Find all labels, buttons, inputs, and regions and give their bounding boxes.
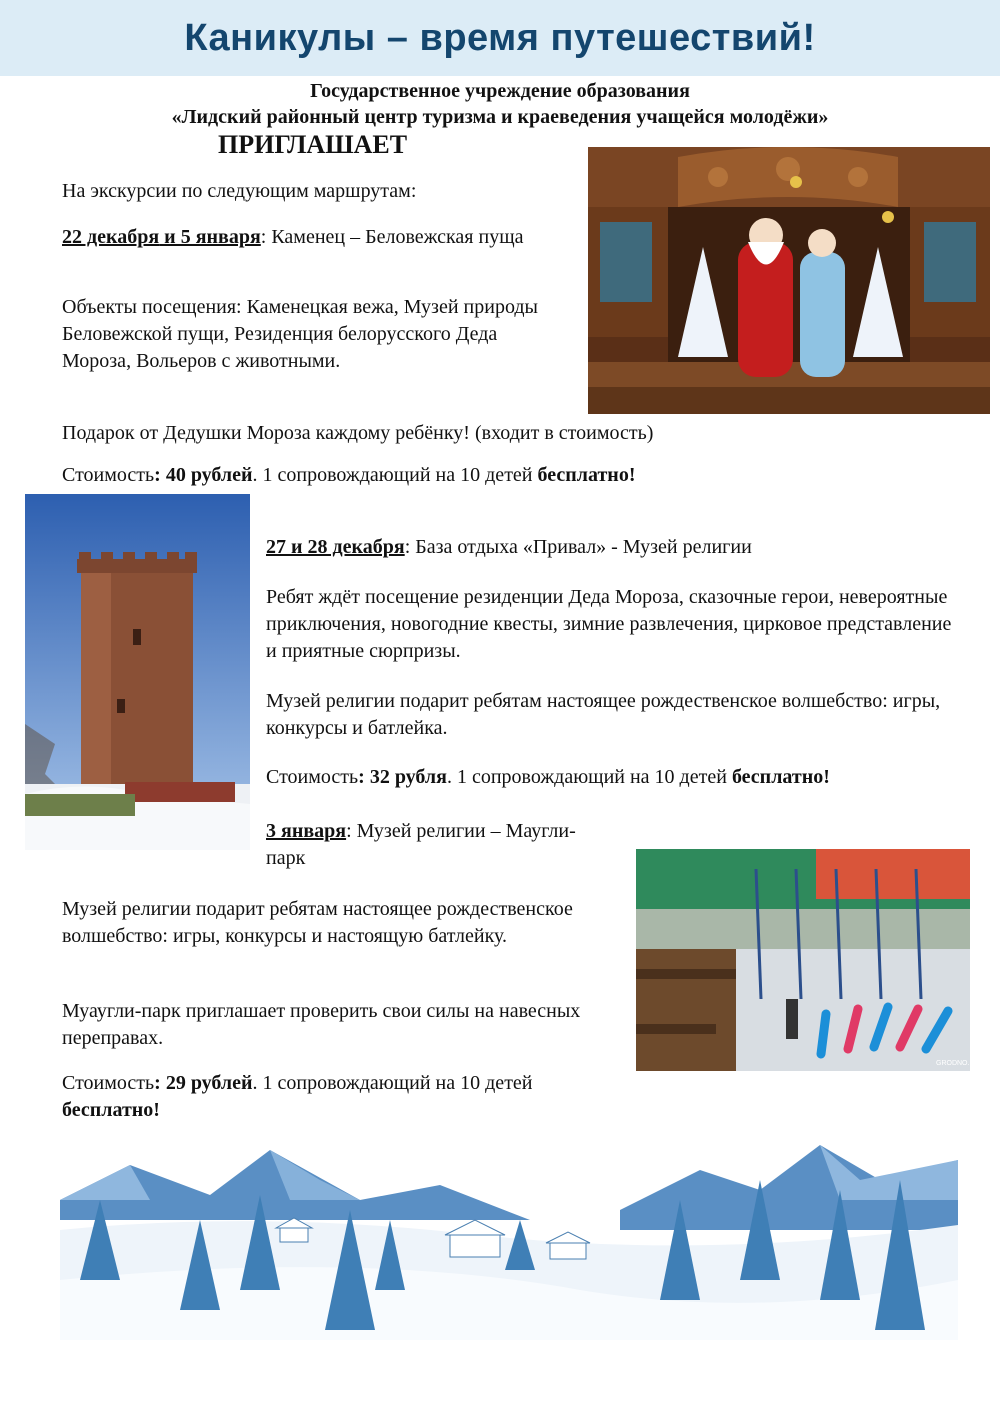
route3-cost bbox=[62, 1070, 632, 1124]
route1-destination: : Каменец – Беловежская пуща bbox=[260, 226, 524, 248]
route1-cost-value: : 40 рублей bbox=[154, 464, 253, 486]
organization-line-2: «Лидский районный центр туризма и краеведения учащейся молодёжи» bbox=[171, 106, 829, 128]
route3-desc2: Муаугли-парк приглашает проверить свои силы на навесных переправах. bbox=[62, 1000, 581, 1049]
intro-text: На экскурсии по следующим маршрутам: bbox=[62, 180, 417, 202]
title-banner bbox=[0, 0, 1000, 76]
route2-destination: : База отдыха «Привал» - Музей религии bbox=[404, 536, 752, 558]
route3-destination: : Музей религии – Маугли-парк bbox=[266, 820, 576, 869]
route3-date: 3 января bbox=[266, 820, 347, 842]
route3-cost-label: Стоимость bbox=[62, 1072, 155, 1094]
winter-landscape-illustration bbox=[60, 1140, 958, 1340]
route3-cost-free: бесплатно! bbox=[62, 1099, 160, 1121]
route2-cost bbox=[266, 764, 966, 791]
route3-desc1: Музей религии подарит ребятам настоящее рождественское волшебство: игры, конкурсы и настоящую батлейку. bbox=[62, 898, 573, 947]
photo-watermark: GRODNO.IN bbox=[936, 1060, 977, 1067]
route1-date-second: и 5 января bbox=[159, 226, 261, 248]
route2-cost-value: : 32 рубля bbox=[358, 766, 447, 788]
invites-heading: ПРИГЛАШАЕТ bbox=[218, 130, 408, 159]
route1-date: 22 декабря bbox=[62, 226, 160, 248]
route1-objects: Объекты посещения: Каменецкая вежа, Музей природы Беловежской пущи, Резиденция белорусского Деда Мороза, Вольеров с животными. bbox=[62, 296, 538, 372]
route1-gift: Подарок от Дедушки Мороза каждому ребёнку! (входит в стоимость) bbox=[62, 422, 654, 444]
route1-title bbox=[62, 224, 562, 251]
route2-date: 27 и 28 декабря bbox=[266, 536, 405, 558]
route1-cost-free: бесплатно! bbox=[537, 464, 636, 486]
route3-cost-value: : 29 рублей bbox=[154, 1072, 253, 1094]
page-title: Каникулы – время путешествий! bbox=[184, 16, 816, 59]
route2-cost-rest: . 1 сопровождающий на 10 детей bbox=[446, 766, 732, 788]
route2-cost-free: бесплатно! bbox=[731, 766, 830, 788]
route2-title bbox=[266, 534, 966, 561]
route2-desc1: Ребят ждёт посещение резиденции Деда Мороза, сказочные герои, невероятные приключения, новогодние квесты, зимние развлечения, цирковое представление и приятные сюрпризы. bbox=[266, 586, 952, 662]
mowgli-park-photo bbox=[636, 849, 977, 1071]
route3-title bbox=[266, 818, 586, 872]
ded-moroz-residence-photo bbox=[588, 147, 990, 414]
route1-cost-label: Стоимость bbox=[62, 464, 155, 486]
route1-cost-rest: . 1 сопровождающий на 10 детей bbox=[252, 464, 538, 486]
kamenets-tower-photo bbox=[25, 494, 250, 850]
route1-cost bbox=[62, 462, 782, 489]
route2-cost-label: Стоимость bbox=[266, 766, 359, 788]
route2-desc2: Музей религии подарит ребятам настоящее рождественское волшебство: игры, конкурсы и батлейка. bbox=[266, 690, 941, 739]
route3-cost-rest: . 1 сопровождающий на 10 детей bbox=[252, 1072, 533, 1094]
organization-line-1: Государственное учреждение образования bbox=[310, 80, 690, 102]
